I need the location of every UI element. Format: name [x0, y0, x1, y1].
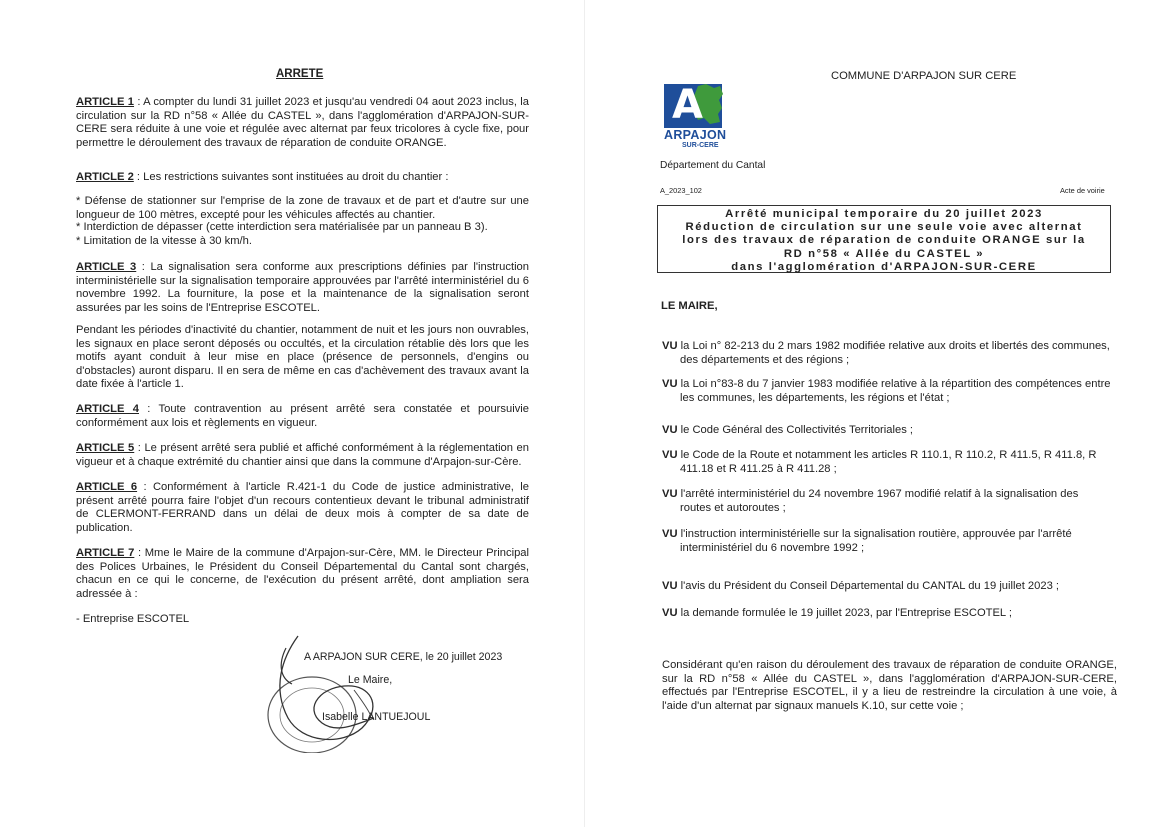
article-5-label: ARTICLE 5 — [76, 442, 135, 454]
article-2 — [76, 171, 529, 185]
vu-text: la demande formulée le 19 juillet 2023, par l'Entreprise ESCOTEL ; — [680, 607, 1012, 619]
vu-continuation: des départements et des régions ; — [680, 353, 850, 366]
vu-item — [662, 488, 1114, 515]
vu-text: l'arrêté interministériel du 24 novembre 1967 modifié relatif à la signalisation des — [680, 488, 1079, 500]
vu-text: le Code Général des Collectivités Territoriales ; — [680, 424, 914, 436]
vu-continuation: 411.18 et R 411.25 à R 411.28 ; — [680, 462, 837, 475]
vu-item — [662, 424, 1114, 438]
document-title: ARRETE — [276, 68, 324, 80]
logo-text-sur-cere: SUR-CERE — [682, 142, 719, 149]
article-5-text: : Le présent arrêté sera publié et affiché conformément à la réglementation en vigueur et à chaque extrémité du chantier ainsi que dans la commune d'Arpajon-sur-Cère. — [76, 442, 529, 468]
article-7-label: ARTICLE 7 — [76, 547, 135, 559]
departement: Département du Cantal — [660, 160, 766, 171]
article-1-text: : A compter du lundi 31 juillet 2023 et jusqu'au vendredi 04 aout 2023 inclus, la circulation sur la RD n°58 « Allée du CASTEL », dans l'agglomération d'ARPAJON-SUR-CERE sera réduite à une voie et régulée avec alternat par feux tricolores à cycle fixe, pour permettre le déroulement des travaux de réparation de conduite ORANGE. — [76, 96, 529, 149]
article-6-text: : Conformément à l'article R.421-1 du Code de justice administrative, le présent arrêté pourra faire l'objet d'un recours contentieux devant le tribunal administratif de CLERMONT-FERRAND dans un délai de deux mois à compter de sa date de publication. — [76, 481, 529, 534]
vu-keyword: VU — [662, 378, 678, 390]
article-7-text: : Mme le Maire de la commune d'Arpajon-sur-Cère, MM. le Directeur Principal des Polices Urbaines, le Président du Conseil Départemental du Cantal sont chargés, chacun en ce qui le concerne, de l'exécution du présent arrêté, dont ampliation sera adressée à : — [76, 547, 529, 600]
article-4-text: : Toute contravention au présent arrêté sera constatée et poursuivie conformément aux lois et règlements en vigueur. — [76, 403, 529, 429]
vu-text: la Loi n°83-8 du 7 janvier 1983 modifiée relative à la répartition des compétences entre — [680, 378, 1111, 390]
article-7 — [76, 547, 529, 601]
title-line-1: Arrêté municipal temporaire du 20 juillet 2023 — [725, 208, 1043, 220]
act-reference: A_2023_102 — [660, 186, 702, 195]
article-1 — [76, 96, 529, 150]
title-line-2: Réduction de circulation sur une seule voie avec alternat — [685, 221, 1083, 234]
article-3-label: ARTICLE 3 — [76, 261, 137, 273]
article-4-label: ARTICLE 4 — [76, 403, 139, 415]
article-3 — [76, 261, 529, 315]
vu-item — [662, 580, 1114, 594]
vu-item — [662, 528, 1114, 555]
recipient: - Entreprise ESCOTEL — [76, 613, 190, 625]
signature-stamp — [262, 628, 592, 753]
act-type: Acte de voirie — [1060, 186, 1105, 195]
commune-header: COMMUNE D'ARPAJON SUR CERE — [831, 70, 1017, 82]
vu-continuation: interministériel du 6 novembre 1992 ; — [680, 541, 865, 554]
vu-keyword: VU — [662, 488, 678, 500]
vu-continuation: les communes, les départements, les régions et l'état ; — [680, 391, 950, 404]
arpajon-logo — [664, 84, 726, 156]
restriction-speed: * Limitation de la vitesse à 30 km/h. — [76, 235, 252, 247]
signature-role: Le Maire, — [348, 674, 393, 686]
article-2-text: : Les restrictions suivantes sont instituées au droit du chantier : — [133, 171, 449, 183]
vu-text: la Loi n° 82-213 du 2 mars 1982 modifiée relative aux droits et libertés des communes, — [680, 340, 1110, 352]
vu-item — [662, 340, 1114, 367]
vu-keyword: VU — [662, 340, 678, 352]
vu-continuation: routes et autoroutes ; — [680, 501, 786, 514]
vu-text: l'avis du Président du Conseil Départemental du CANTAL du 19 juillet 2023 ; — [680, 580, 1060, 592]
signature-place-date: A ARPAJON SUR CERE, le 20 juillet 2023 — [304, 651, 503, 663]
article-3-text: : La signalisation sera conforme aux prescriptions définies par l'instruction interministérielle sur la signalisation temporaire approuvées par l'arrêté interministériel du 6 novembre 1992. La fourniture, la pose et la maintenance de la signalisation seront assurées par les soins de l'Entreprise ESCOTEL. — [76, 261, 529, 314]
vu-text: l'instruction interministérielle sur la signalisation routière, approuvée par l'arrêté — [680, 528, 1072, 540]
vu-keyword: VU — [662, 528, 678, 540]
article-6 — [76, 481, 529, 535]
title-line-4: RD n°58 « Allée du CASTEL » — [783, 247, 985, 260]
vu-keyword: VU — [662, 580, 678, 592]
inactivity-paragraph: Pendant les périodes d'inactivité du chantier, notamment de nuit et les jours non ouvrables, les signaux en place seront déposés ou occultés, et la circulation rétablie dès lors que les motifs ayant conduit à leur mise en place (présence de personnels, d'engins ou d'obstacles) auront disparu. Il en sera de même en cas d'achèvement des travaux avant la date fixée à l'article 1. — [76, 324, 529, 391]
title-line-5: dans l'agglomération d'ARPAJON-SUR-CERE — [731, 260, 1037, 273]
le-maire-heading: LE MAIRE, — [661, 300, 718, 312]
logo-letter: A — [672, 82, 703, 128]
vu-keyword: VU — [662, 449, 678, 461]
signature-name: Isabelle LANTUEJOUL — [322, 711, 431, 723]
vu-item — [662, 607, 1114, 621]
article-1-label: ARTICLE 1 — [76, 96, 135, 108]
vu-text: le Code de la Route et notamment les articles R 110.1, R 110.2, R 411.5, R 411.8, R — [680, 449, 1097, 461]
article-4 — [76, 403, 529, 430]
restriction-overtaking: * Interdiction de dépasser (cette interdiction sera matérialisée par un panneau B 3). — [76, 221, 488, 233]
restriction-parking: * Défense de stationner sur l'emprise de la zone de travaux et de part et d'autre sur une longueur de 100 mètres, excepté pour les véhicules affectés au chantier. — [76, 195, 529, 221]
title-line-3: lors des travaux de réparation de conduite ORANGE sur la — [682, 234, 1086, 247]
article-5 — [76, 442, 529, 469]
vu-item — [662, 449, 1114, 476]
article-6-label: ARTICLE 6 — [76, 481, 138, 493]
article-2-label: ARTICLE 2 — [76, 171, 134, 183]
vu-keyword: VU — [662, 607, 678, 619]
logo-text-arpajon: ARPAJON — [664, 128, 727, 142]
decree-title-box — [657, 205, 1111, 273]
vu-item — [662, 378, 1114, 405]
vu-keyword: VU — [662, 424, 678, 436]
considerant-paragraph: Considérant qu'en raison du déroulement des travaux de réparation de conduite ORANGE, sur la RD n°58 « Allée du CASTEL », dans l'agglomération d'ARPAJON-SUR-CERE, effectués par l'Entreprise ESCOTEL, il y a lieu de restreindre la circulation à une voie, à l'aide d'un alternat par signaux manuels K.10, sur cette voie ; — [662, 659, 1117, 712]
